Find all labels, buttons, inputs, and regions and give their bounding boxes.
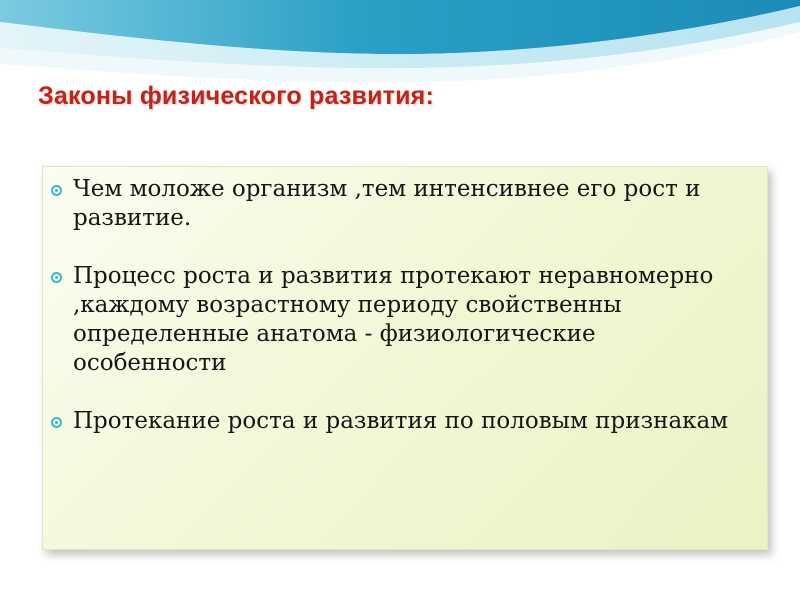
bullet-text: Процесс роста и развития протекают неравномерно ,каждому возрастному периоду свойственны определенные анатома - физиологические особенности: [73, 263, 714, 376]
content-box: [42, 166, 768, 550]
bullet-text: Чем моложе организм ,тем интенсивнее его рост и развитие.: [73, 176, 701, 231]
circle-bullet-icon: [51, 417, 62, 428]
bullet-item: [43, 262, 767, 378]
bullet-text: Протекание роста и развития по половым признакам: [73, 408, 729, 434]
circle-bullet-icon: [51, 185, 62, 196]
bullet-list: [43, 175, 767, 465]
bullet-item: [43, 175, 767, 233]
circle-bullet-icon: [51, 272, 62, 283]
decorative-wave-header: [0, 0, 800, 90]
bullet-item: [43, 407, 767, 436]
slide-title: Законы физического развития:: [38, 82, 434, 110]
